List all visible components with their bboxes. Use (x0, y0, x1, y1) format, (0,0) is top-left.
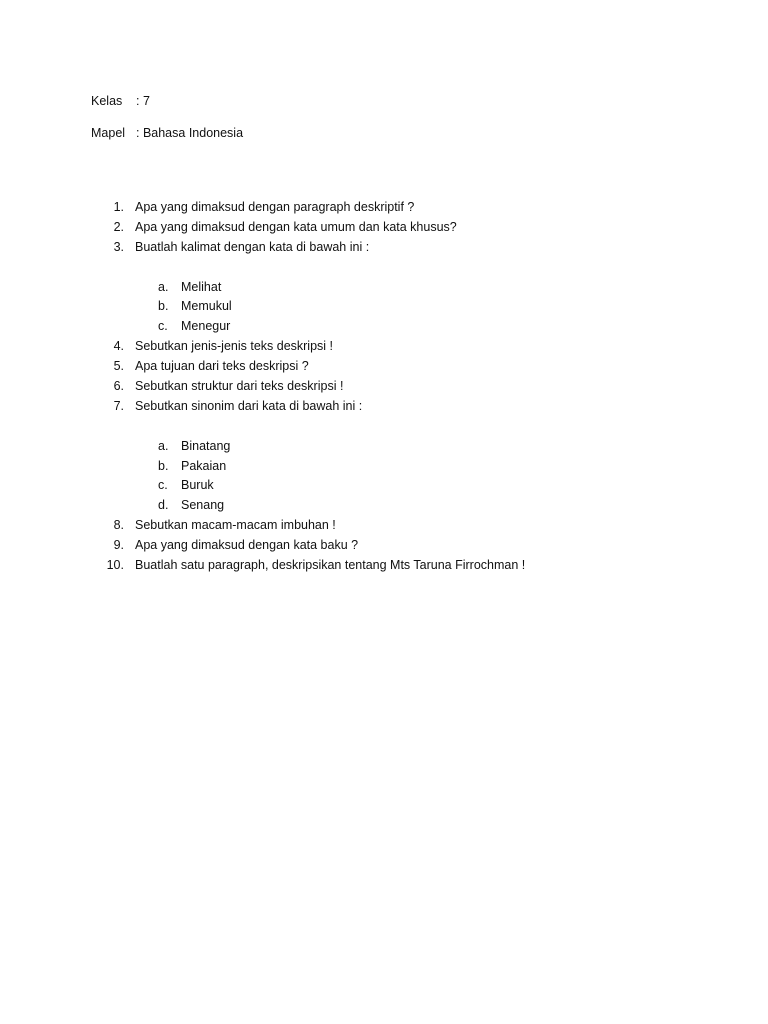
option-text: Melihat (181, 279, 222, 294)
question-number: 4. (113, 339, 124, 354)
kelas-row (91, 92, 150, 110)
question-number: 8. (113, 518, 124, 533)
question-text: Apa yang dimaksud dengan kata umum dan kata khusus? (135, 219, 457, 234)
option-item (0, 476, 768, 496)
question-item (0, 198, 768, 218)
option-text: Menegur (181, 319, 231, 334)
option-item (0, 297, 768, 317)
option-item (0, 317, 768, 337)
mapel-value: : Bahasa Indonesia (136, 126, 244, 140)
question-number: 1. (113, 200, 124, 214)
question-number: 10. (106, 558, 124, 573)
question-item (0, 238, 768, 258)
option-letter: c. (158, 478, 168, 493)
option-item (0, 457, 768, 477)
option-text: Senang (181, 498, 225, 513)
blank-line (0, 258, 768, 278)
question-text: Sebutkan sinonim dari kata di bawah ini : (135, 398, 363, 413)
question-number: 3. (113, 239, 124, 254)
question-text: Buatlah kalimat dengan kata di bawah ini : (135, 239, 370, 254)
option-letter: c. (158, 319, 168, 334)
question-item (0, 337, 768, 357)
option-item (0, 437, 768, 457)
option-text: Memukul (181, 299, 232, 314)
option-letter: a. (158, 438, 169, 453)
option-letter: b. (158, 299, 169, 314)
question-list (0, 198, 768, 576)
question-number: 7. (113, 398, 124, 413)
question-text: Apa yang dimaksud dengan paragraph deskriptif ? (135, 200, 415, 214)
question-item (0, 218, 768, 238)
option-item (0, 278, 768, 298)
question-text: Apa tujuan dari teks deskripsi ? (135, 359, 309, 374)
question-text: Sebutkan struktur dari teks deskripsi ! (135, 379, 344, 394)
kelas-label: Kelas (91, 94, 123, 108)
option-text: Binatang (181, 438, 231, 453)
option-text: Pakaian (181, 458, 227, 473)
option-letter: a. (158, 279, 169, 294)
question-item (0, 556, 768, 576)
option-text: Buruk (181, 478, 214, 493)
question-text: Sebutkan macam-macam imbuhan ! (135, 518, 336, 533)
question-item (0, 397, 768, 417)
mapel-row (91, 124, 243, 142)
question-number: 5. (113, 359, 124, 374)
question-text: Apa yang dimaksud dengan kata baku ? (135, 538, 359, 553)
mapel-label: Mapel (91, 126, 126, 140)
option-letter: b. (158, 458, 169, 473)
question-item (0, 536, 768, 556)
option-item (0, 496, 768, 516)
question-text: Sebutkan jenis-jenis teks deskripsi ! (135, 339, 334, 354)
question-number: 6. (113, 379, 124, 394)
kelas-value: : 7 (136, 94, 150, 108)
question-item (0, 377, 768, 397)
question-text: Buatlah satu paragraph, deskripsikan tentang Mts Taruna Firrochman ! (135, 558, 526, 573)
question-item (0, 516, 768, 536)
option-letter: d. (158, 498, 169, 513)
question-item (0, 357, 768, 377)
question-number: 9. (113, 538, 124, 553)
question-number: 2. (113, 219, 124, 234)
blank-line (0, 417, 768, 437)
